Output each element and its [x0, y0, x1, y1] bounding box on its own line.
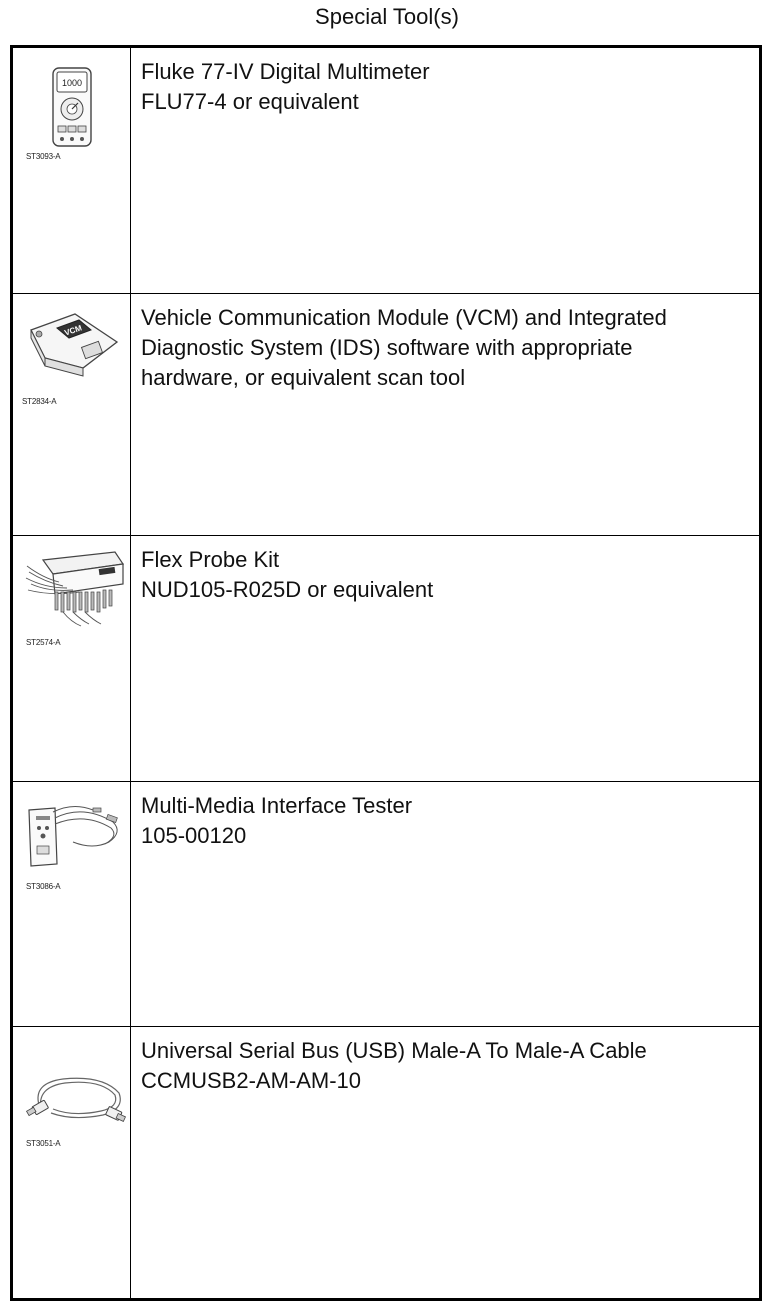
tool-image-cell — [13, 1027, 131, 1298]
tool-part-number: CCMUSB2-AM-AM-10 — [141, 1068, 362, 1093]
tool-image-label: ST2834-A — [22, 397, 57, 406]
tool-image-cell — [13, 294, 131, 535]
tool-image-label: ST2574-A — [26, 638, 61, 647]
table-row — [13, 293, 759, 535]
tool-part-number: 105-00120 — [141, 823, 247, 848]
interface-tester-icon — [23, 802, 127, 872]
tool-description — [131, 782, 759, 1026]
meter-display: 1000 — [61, 78, 83, 88]
multimeter-icon — [51, 66, 93, 150]
table-row — [13, 1026, 759, 1298]
tool-image-cell — [13, 48, 131, 293]
page-title: Special Tool(s) — [315, 4, 459, 29]
tool-name: hardware, or equivalent scan tool — [141, 365, 466, 390]
tool-name: Vehicle Communication Module (VCM) and Integrated — [141, 305, 667, 330]
probe-kit-icon — [23, 548, 127, 628]
tool-description — [131, 48, 759, 293]
tool-image-cell — [13, 536, 131, 781]
tool-image-label: ST3086-A — [26, 882, 61, 891]
tool-description — [131, 1027, 759, 1298]
vcm-icon — [23, 308, 123, 388]
tool-image-cell — [13, 782, 131, 1026]
tool-name: Multi-Media Interface Tester — [141, 793, 413, 818]
tool-name: Diagnostic System (IDS) software with appropriate — [141, 335, 633, 360]
tool-part-number: FLU77-4 or equivalent — [141, 89, 359, 114]
special-tools-table — [10, 45, 762, 1301]
table-row — [13, 48, 759, 293]
tool-description — [131, 294, 759, 535]
tool-name: Fluke 77-IV Digital Multimeter — [141, 59, 430, 84]
usb-cable-icon — [23, 1069, 127, 1129]
vcm-logo: VCM — [63, 323, 84, 338]
table-row — [13, 781, 759, 1026]
tool-image-label: ST3093-A — [26, 152, 61, 161]
tool-name: Flex Probe Kit — [141, 547, 280, 572]
tool-part-number: NUD105-R025D or equivalent — [141, 577, 434, 602]
table-row — [13, 535, 759, 781]
tool-image-label: ST3051-A — [26, 1139, 61, 1148]
tool-name: Universal Serial Bus (USB) Male-A To Male-A Cable — [141, 1038, 647, 1063]
tool-description — [131, 536, 759, 781]
